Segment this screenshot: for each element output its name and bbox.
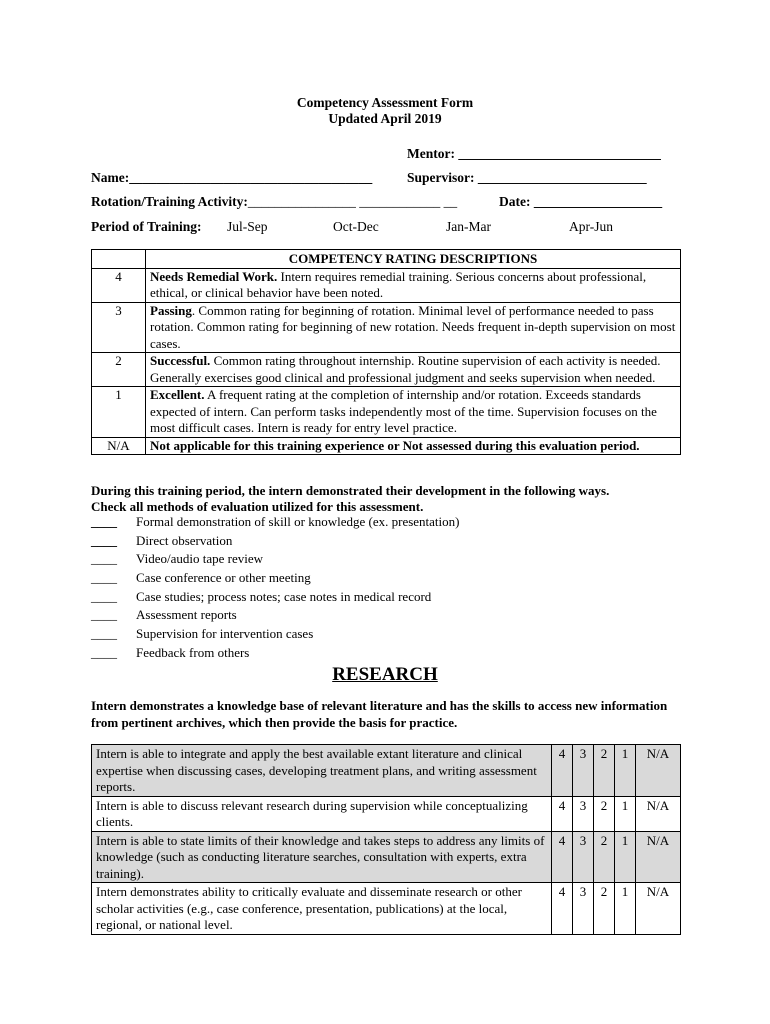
rating-row — [92, 437, 681, 455]
supervisor-field[interactable]: Supervisor: _________________________ — [407, 170, 647, 185]
rating-text: A frequent rating at the completion of internship and/or rotation. Exceeds standards expected of intern. Can perform tasks independently most of the time. Supervision focuses on the most difficult cases. Intern is ready for entry level practice. — [150, 387, 657, 435]
period-option-oct-dec[interactable]: Oct-Dec — [333, 219, 379, 234]
competency-text: Intern demonstrates ability to critically evaluate and disseminate research or other scholar activities (e.g., case conference, presentation, publications) at the local, regional, or national level. — [92, 883, 552, 935]
method-label: Case studies; process notes; case notes in medical record — [136, 588, 432, 604]
method-item — [91, 550, 691, 569]
score-option-4[interactable]: 4 — [552, 883, 573, 935]
rating-term: Needs Remedial Work. — [150, 268, 278, 284]
rating-description — [146, 302, 681, 353]
score-option-3[interactable]: 3 — [573, 745, 594, 797]
rating-term: Excellent. — [150, 387, 205, 402]
competency-text: Intern is able to state limits of their knowledge and takes steps to address any limits of knowledge (such as conducting literature searches, consultation with experts, extra training). — [92, 831, 552, 883]
method-item — [91, 569, 691, 588]
mentor-field[interactable]: Mentor: ______________________________ — [407, 146, 661, 161]
method-checkbox-blank[interactable]: ____ — [91, 532, 117, 548]
score-option-2[interactable]: 2 — [594, 745, 615, 797]
rating-description — [146, 437, 681, 455]
research-intro: Intern demonstrates a knowledge base of relevant literature and has the skills to access new information from pertinent archives, which then provide the basis for practice. — [91, 698, 668, 730]
score-option-3[interactable]: 3 — [573, 831, 594, 883]
method-label: Supervision for intervention cases — [136, 626, 314, 642]
ratings-header: COMPETENCY RATING DESCRIPTIONS — [146, 250, 681, 269]
score-option-4[interactable]: 4 — [552, 831, 573, 883]
method-label: Assessment reports — [136, 607, 237, 623]
score-option-2[interactable]: 2 — [594, 796, 615, 831]
method-item — [91, 625, 691, 644]
method-checkbox-blank[interactable]: ____ — [91, 551, 117, 567]
method-label: Video/audio tape review — [136, 551, 264, 567]
score-option-na[interactable]: N/A — [636, 883, 681, 935]
rating-number: 4 — [92, 268, 146, 302]
rotation-line[interactable]: ________________ ____________ __ — [247, 194, 458, 209]
rating-number: N/A — [92, 437, 146, 455]
rating-term: Not applicable for this training experience or Not assessed during this evaluation period. — [150, 437, 640, 453]
name-label: Name: — [91, 170, 130, 185]
method-checkbox-blank[interactable]: ____ — [91, 570, 117, 586]
period-label: Period of Training: — [91, 219, 202, 234]
rating-text: Intern requires remedial training. Serious concerns about professional, ethical, or clinical behavior have been noted. — [150, 268, 647, 300]
score-option-na[interactable]: N/A — [636, 796, 681, 831]
method-label: Direct observation — [136, 532, 233, 548]
rating-number: 1 — [92, 387, 146, 438]
method-item — [91, 588, 691, 607]
rating-term: Passing — [150, 302, 192, 318]
score-option-2[interactable]: 2 — [594, 831, 615, 883]
period-option-jan-mar[interactable]: Jan-Mar — [446, 219, 491, 234]
method-label: Formal demonstration of skill or knowledge (ex. presentation) — [136, 514, 460, 529]
rating-description — [146, 268, 681, 302]
rating-term: Successful. — [150, 353, 211, 368]
rating-number: 2 — [92, 353, 146, 387]
score-option-na[interactable]: N/A — [636, 831, 681, 883]
rotation-field[interactable] — [91, 194, 457, 210]
rating-row — [92, 353, 681, 387]
competency-text: Intern is able to discuss relevant research during supervision while conceptualizing clients. — [92, 796, 552, 831]
method-item — [91, 513, 691, 532]
rating-descriptions-table — [91, 249, 681, 455]
method-item — [91, 644, 691, 663]
rating-row — [92, 302, 681, 353]
score-option-3[interactable]: 3 — [573, 796, 594, 831]
method-item — [91, 532, 691, 551]
method-checkbox-blank[interactable]: ____ — [91, 607, 117, 623]
score-option-4[interactable]: 4 — [552, 796, 573, 831]
method-label: Case conference or other meeting — [136, 570, 311, 586]
competency-row — [92, 745, 681, 797]
ratings-header-blank — [92, 250, 146, 269]
methods-intro-1: During this training period, the intern demonstrated their development in the following ways. — [91, 483, 610, 498]
method-checkbox-blank[interactable]: ____ — [91, 588, 117, 604]
score-option-1[interactable]: 1 — [615, 883, 636, 935]
period-option-apr-jun[interactable]: Apr-Jun — [569, 219, 613, 234]
methods-intro-2: Check all methods of evaluation utilized for this assessment. — [91, 499, 424, 514]
rating-row — [92, 268, 681, 302]
competency-row — [92, 883, 681, 935]
form-title: Competency Assessment Form — [296, 95, 474, 110]
method-checkbox-blank[interactable]: ____ — [91, 644, 117, 660]
rating-text: Common rating throughout internship. Routine supervision of each activity is needed. Generally exercises good clinical and professional judgment and seeks supervision when needed. — [150, 353, 661, 385]
rotation-label: Rotation/Training Activity: — [91, 194, 248, 209]
form-subtitle: Updated April 2019 — [328, 111, 442, 126]
competency-row — [92, 831, 681, 883]
score-option-3[interactable]: 3 — [573, 883, 594, 935]
name-line[interactable]: ____________________________________ — [129, 170, 373, 185]
competency-row — [92, 796, 681, 831]
evaluation-methods — [91, 483, 691, 663]
score-option-1[interactable]: 1 — [615, 745, 636, 797]
rating-description — [146, 353, 681, 387]
rating-description — [146, 387, 681, 438]
method-label: Feedback from others — [136, 644, 250, 660]
rating-row — [92, 387, 681, 438]
date-field[interactable]: Date: ___________________ — [499, 194, 663, 209]
score-option-na[interactable]: N/A — [636, 745, 681, 797]
score-option-1[interactable]: 1 — [615, 796, 636, 831]
method-item — [91, 606, 691, 625]
method-checkbox-blank[interactable]: ____ — [91, 626, 117, 642]
method-checkbox-blank[interactable]: ____ — [91, 514, 117, 529]
rating-text: . Common rating for beginning of rotation. Minimal level of performance needed to pass rotation. Common rating for beginning of new rotation. Needs frequent in-depth supervision on most cases. — [150, 302, 676, 351]
rating-number: 3 — [92, 302, 146, 353]
research-section-title: RESEARCH — [332, 664, 438, 685]
period-option-jul-sep[interactable]: Jul-Sep — [227, 219, 268, 234]
score-option-2[interactable]: 2 — [594, 883, 615, 935]
name-field[interactable] — [91, 170, 372, 186]
research-competency-table — [91, 744, 681, 935]
score-option-4[interactable]: 4 — [552, 745, 573, 797]
competency-text: Intern is able to integrate and apply the best available extant literature and clinical expertise when discussing cases, developing treatment plans, and writing assessment reports. — [92, 745, 552, 797]
score-option-1[interactable]: 1 — [615, 831, 636, 883]
